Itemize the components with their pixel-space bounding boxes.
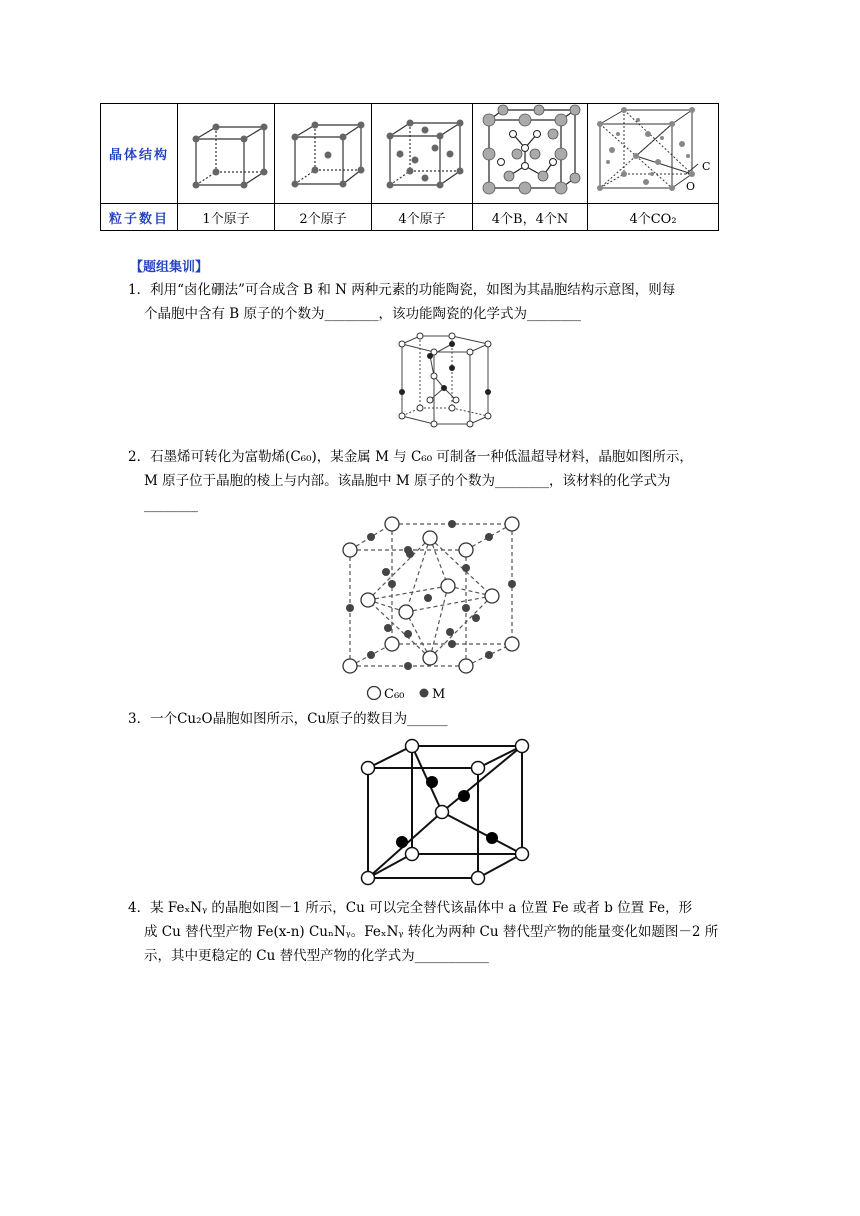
section-title: 【题组集训】 bbox=[130, 260, 209, 275]
question-2 bbox=[128, 445, 738, 517]
legend-m: M bbox=[432, 687, 446, 700]
bn-structure-image bbox=[473, 104, 588, 204]
fcc-image bbox=[372, 104, 473, 204]
count-cell: 4个CO₂ bbox=[588, 204, 719, 231]
count-cell: 4个原子 bbox=[372, 204, 473, 231]
cu2o-cell-diagram bbox=[356, 736, 536, 886]
q2-line2: M 原子位于晶胞的棱上与内部。该晶胞中 M 原子的个数为________，该材料的化学式为 bbox=[144, 473, 671, 489]
count-cell: 4个B，4个N bbox=[473, 204, 588, 231]
co2-o-label: O bbox=[686, 180, 696, 193]
q4-line1: 4．某 FeₓNᵧ 的晶胞如图－1 所示，Cu 可以完全替代该晶体中 a 位置 Fe 或者 b 位置 Fe，形 bbox=[128, 900, 693, 916]
crystal-table bbox=[100, 103, 719, 231]
q2-line1: 2．石墨烯可转化为富勒烯(C₆₀)，某金属 M 与 C₆₀ 可制备一种低温超导材料，晶胞如图所示， bbox=[128, 449, 693, 465]
question-4 bbox=[128, 896, 738, 968]
row-label-structure: 晶体结构 bbox=[101, 104, 178, 204]
c60-cell-diagram bbox=[336, 510, 526, 700]
co2-c-label: C bbox=[702, 160, 711, 173]
count-cell: 1个原子 bbox=[178, 204, 275, 231]
q4-line2: 成 Cu 替代型产物 Fe(x-n) CuₙNᵧ。FeₓNᵧ 转化为两种 Cu 替代型产物的能量变化如题图－2 所 bbox=[144, 924, 719, 940]
q3-line1: 3．一个Cu₂O晶胞如图所示，Cu原子的数目为______ bbox=[128, 711, 448, 727]
q1-line2: 个晶胞中含有 B 原子的个数为________，该功能陶瓷的化学式为________ bbox=[144, 306, 582, 322]
question-3 bbox=[128, 707, 738, 731]
q2-line3: ________ bbox=[144, 497, 198, 513]
question-1 bbox=[128, 278, 738, 326]
legend-c60: C₆₀ bbox=[384, 687, 405, 700]
q1-line1: 1．利用“卤化硼法”可合成含 B 和 N 两种元素的功能陶瓷，如图为其晶胞结构示意图，则每 bbox=[128, 282, 676, 298]
bn-cell-diagram bbox=[390, 330, 500, 438]
row-label-count: 粒子数目 bbox=[101, 204, 178, 231]
bcc-image bbox=[275, 104, 372, 204]
count-cell: 2个原子 bbox=[275, 204, 372, 231]
q4-line3: 示，其中更稳定的 Cu 替代型产物的化学式为___________ bbox=[144, 948, 489, 964]
simple-cubic-image bbox=[178, 104, 275, 204]
co2-structure-image bbox=[588, 104, 719, 204]
